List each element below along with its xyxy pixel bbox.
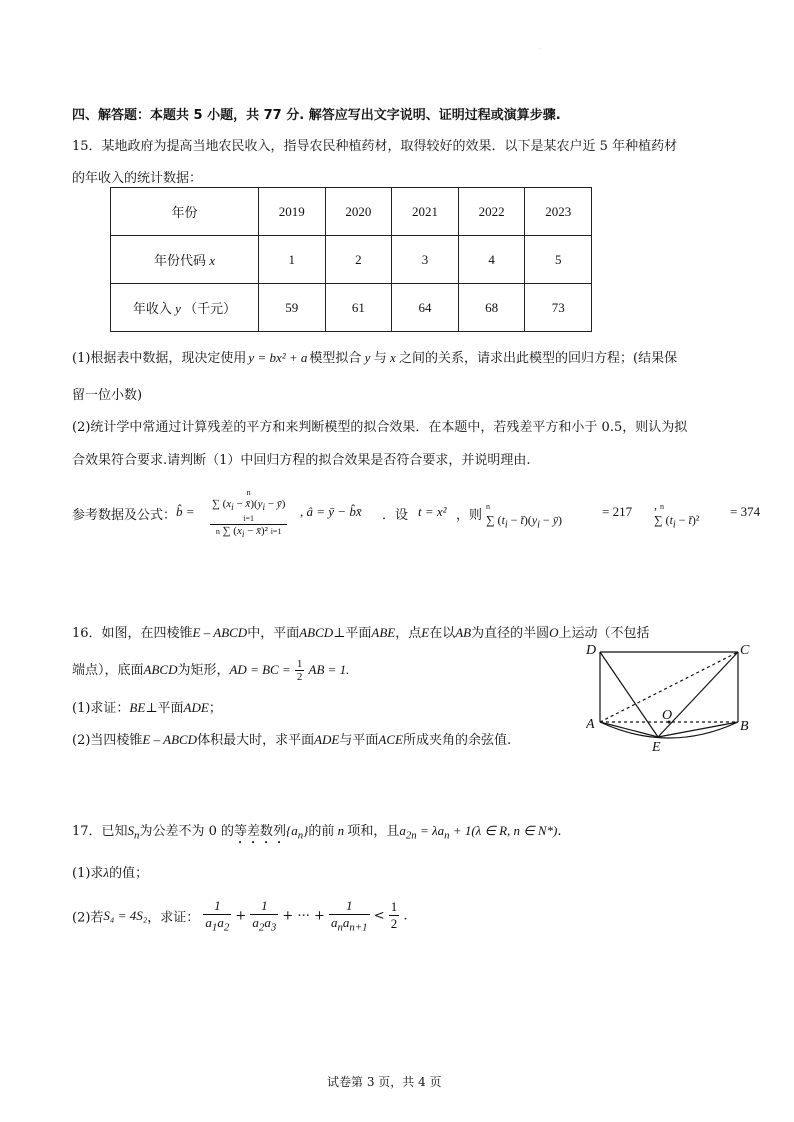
q15-part2-line2: 合效果符合要求.请判断（1）中回归方程的拟合效果是否符合要求，并说明理由.: [72, 453, 531, 468]
table-cell: 61: [325, 284, 392, 332]
label-e: E: [652, 740, 661, 754]
sum-ty: n ∑ ($t_i$ − $t̄)(y_i$ − ȳ): [486, 502, 563, 531]
q15-line2: 的年收入的统计数据：: [72, 171, 203, 186]
model-formula: y = bx² + a: [248, 350, 308, 365]
q15-line1: 15．某地政府为提高当地农民收入，指导农民种植药材，取得较好的效果．以下是某农户近 5 年种植药材: [72, 139, 678, 154]
table-row-income: [111, 284, 592, 332]
section-heading: 四、解答题：本题共 5 小题，共 77 分. 解答应写出文字说明、证明过程或演算步骤.: [72, 108, 561, 123]
income-table: [110, 187, 592, 332]
table-row-code: [111, 236, 592, 284]
q16-part1: (1)求证：BE⊥平面ADE；: [72, 700, 222, 716]
q15-part1-cont: 留一位小数): [72, 388, 143, 403]
label-a: A: [586, 717, 595, 732]
term-1: $\frac{1}{a_1a_2}$: [205, 898, 230, 934]
table-cell: 5: [525, 236, 592, 284]
table-cell: 2021: [392, 188, 459, 236]
q15-part1: (1)根据表中数据，现决定使用 y = bx² + a 模型拟合 y 与 x 之间的关系，请求出此模型的回归方程；(结果保: [72, 350, 678, 366]
b-hat: b̂ =: [176, 504, 195, 519]
q15-part2-line1: (2)统计学中常通过计算残差的平方和来判断模型的拟合效果．在本题中，若残差平方和小于 0.5，则认为拟: [72, 420, 688, 435]
table-cell: 2023: [525, 188, 592, 236]
table-cell: 68: [458, 284, 525, 332]
sum-ty-value: = 217: [602, 504, 633, 519]
a-hat-formula: , â = ȳ − b̂x̄: [300, 504, 362, 519]
pyramid-figure: [586, 642, 756, 754]
q17-line1: 17．已知$S_n$为公差不为 0 的等差数列$\{a_n\}$的前 n 项和，且$a_{2n} = \lambda a_n + 1(\lambda$ ∈ R, n ∈ N*).: [72, 823, 562, 842]
table-cell: 2019: [259, 188, 326, 236]
table-cell: 3: [392, 236, 459, 284]
table-cell: 1: [259, 236, 326, 284]
table-cell: 64: [392, 284, 459, 332]
label-b: B: [740, 719, 749, 734]
semicircle-arc: [600, 722, 738, 738]
q17-part2: (2)若S₄ = 4S₂，求证： $\frac{1}{a_1a_2}$ + $\frac{1}{a_2a_3}$ + ··· + $\frac{1}{a_na_{n+1}}$ < $\frac{1}{2}$ .: [72, 898, 408, 934]
one-half: $\frac{1}{2}$: [296, 658, 303, 683]
table-header-code: 年份代码 x: [111, 236, 259, 284]
label-c: C: [740, 643, 750, 658]
table-header-year: 年份: [111, 188, 259, 236]
page-footer: 试卷第 3 页，共 4 页: [327, 1075, 442, 1089]
table-cell: 59: [259, 284, 326, 332]
t-substitution: t = x²: [418, 504, 447, 519]
term-2: $\frac{1}{a_2a_3}$: [252, 898, 277, 934]
table-header-income: 年收入 y （千元）: [111, 284, 259, 332]
q16-part2: (2)当四棱锥E – ABCD体积最大时，求平面ADE与平面ACE所成夹角的余弦值.: [72, 732, 512, 748]
b-hat-formula: n ∑ ($x_i$ − $x̄)(y_i$ − ȳ) i=1 n ∑ ($x_i$ − x̄)² i=1: [212, 488, 286, 540]
table-cell: 2020: [325, 188, 392, 236]
one-half-bound: $\frac{1}{2}$: [390, 899, 398, 932]
q17-part1: (1)求λ的值；: [72, 865, 149, 881]
table-cell: 73: [525, 284, 592, 332]
label-o: O: [662, 708, 673, 723]
table-row-year: [111, 188, 592, 236]
table-cell: 4: [458, 236, 525, 284]
sum-tt: , n ∑ ($t_i$ − t̄)²: [654, 498, 700, 531]
q16-line1: 16．如图，在四棱锥E – ABCD中，平面ABCD⊥平面ABE，点E在以AB为直径的半圆O上运动（不包括: [72, 625, 650, 641]
term-n: $\frac{1}{a_na_{n+1}}$: [331, 898, 368, 934]
q16-line2: 端点），底面ABCD为矩形，AD = BC = $\frac{1}{2}$ AB = 1.: [72, 658, 350, 683]
table-cell: 2022: [458, 188, 525, 236]
label-d: D: [586, 643, 597, 658]
top-mark: .: [539, 44, 541, 51]
sum-tt-value: = 374: [730, 504, 761, 519]
table-cell: 2: [325, 236, 392, 284]
emphasized-term: 等差数列: [234, 824, 287, 839]
